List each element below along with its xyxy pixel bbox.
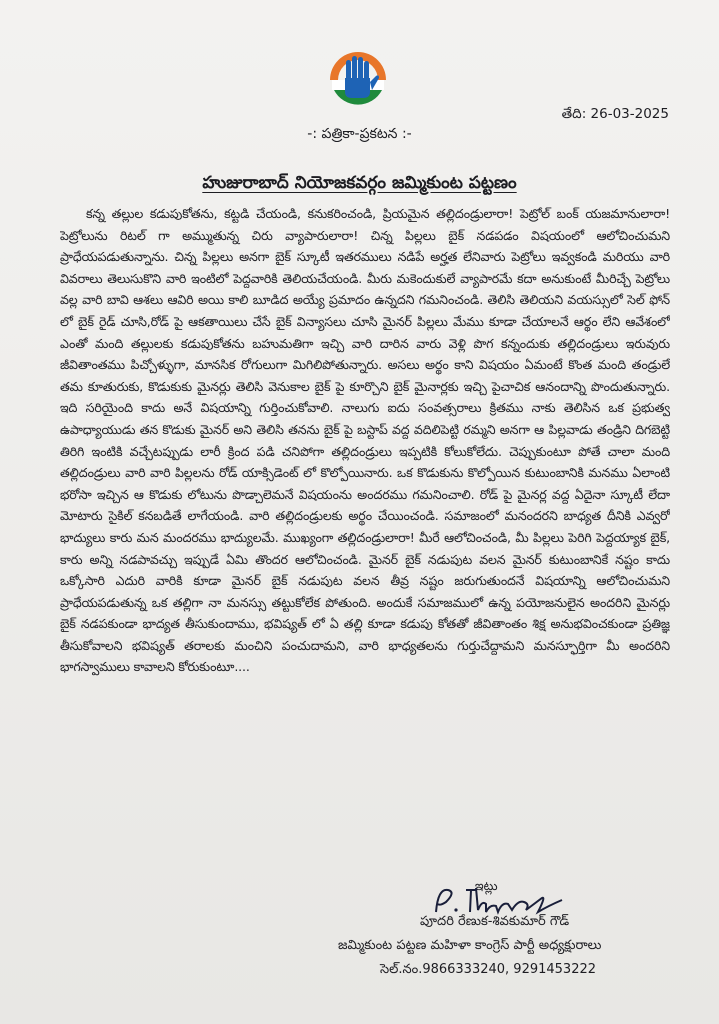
- congress-hand-logo-icon: [326, 46, 390, 110]
- subject-heading: హుజురాబాద్ నియోజకవర్గం జమ్మికుంట పట్టణం: [202, 173, 517, 193]
- signatory-phone: సెల్.నం.9866333240, 9291453222: [380, 962, 597, 977]
- press-release-heading: -: పత్రికా-ప్రకటన :-: [307, 126, 412, 142]
- signature-block: [300, 878, 680, 998]
- signatory-name: పూదరి రేణుక-శివకుమార్ గౌడ్: [420, 914, 570, 929]
- letter-body: కన్న తల్లుల కడుపుకోతను, కట్టడి చేయండి, కనుకరించండి, ప్రియమైన తల్లిదండ్రులారా! పెట్రోల్ బంక్ యజమానులారా! పెట్రోలును రిటల్ గా అమ్ముతున్న చిరు వ్యాపారులారా! చిన్న పిల్లలు బైక్ నడపడం విషయంలో ఆలోచించుమని ప్రాధేయపడుతున్నాను. చిన్న పిల్లలు అనగా బైక్ స్కూటీ ఇతరములు నడిపే అర్హత లేనివారు పెట్రోలు ఇవ్వకండి మరియు వారి వివరాలు తెలుసుకొని వారి ఇంటిలో పెద్దవారికి తెలియచేయండి. మీరు మకెందుకులే వ్యాపారమే కదా అనుకుంటే మీరిచ్చే పెట్రోలు వల్ల వారి బావి ఆశలు ఆవిరి అయి కాలి బూడిద అయ్యే ప్రమాదం ఉన్నదని గమనించండి. తెలిసి తెలియని వయస్సులో సెల్ ఫోన్ లో బైక్ రైడ్ చూసి,రోడ్ పై ఆకతాయిలు చేసే బైక్ విన్యాసలు చూసి మైనర్ పిల్లలు మేము కూడా చేయాలనే ఆర్థం లేని ఆవేశంలో ఎంతో మంది తల్లులకు కడుపుకోతను బహుమతిగా ఇచ్చి వారి దారిన వారు వెళ్లి పొగ కన్నందుకు తల్లిదండ్రులు ఇరువురు జీవితాంతము పిచ్చోళ్ళుగా, మానసిక రోగులుగా మిగిలిపోతున్నారు. అసలు అర్థం కాని విషయం ఏమంటే కొంత మంది తండ్రులే తమ కూతురుకు, కొడుకుకు మైనర్లు తెలిసి వెనుకాల బైక్ పై కూర్చొని బైక్ మైనార్లకు ఇచ్చి పైచాచిక ఆనందాన్ని పొందుతున్నారు. ఇది సరియైంది కాదు అనే విషయాన్ని గుర్తించుకోవాలి. నాలుగు ఐదు సంవత్సరాలు క్రితము నాకు తెలిసిన ఒక ప్రభుత్వ ఉపాధ్యాయుడు తన కొడుకు మైనర్ అని తెలిసి తనను బైక్ పై బస్టాప్ వద్ద వదిలిపెట్టి రమ్మని అనగా ఆ పిల్లవాడు తండ్రిని దిగబెట్టి తిరిగి ఇంటికి వచ్చేటప్పుడు లారీ క్రింద పడి చనిపోగా తల్లిదండ్రులు ఇప్పటికి కోలుకోలేదు. చెప్పుకుంటూ పోతే చాలా మంది తల్లిదండ్రులు వారి వారి పిల్లలను రోడ్ యాక్సిడెంట్ లో కొల్పోయినారు. ఒక కొడుకును కొల్పోయిన కుటుంబానికి మనము ఏలాంటి భరోసా ఇచ్చిన ఆ కొడుకు లోటును పొడ్చాలెమనే విషయంను అందరము గమనించాలి. రోడ్ పై మైనర్ల వద్ద ఏదైనా స్కూటీ లేదా మోటారు సైకిల్ కనబడితే లాగేయండి. వారి తల్లిదండ్రులకు అర్థం చేయించండి. సమాజంలో మనందరని బాధ్యత దీనికి ఎవ్వరో భాద్యులు కారు మన మందరము భాద్యులమే. ముఖ్యంగా తల్లిదండ్రులారా! మీరే ఆలోచించండి, మీ పిల్లలు పెరిగి పెద్దయ్యాక బైక్, కారు అన్ని నడపావచ్చు ఇప్పుడే ఏమి తొందర ఆలోచించండి. మైనర్ బైక్ నడుపుట వలన మైనర్ కుటుంబానికే నష్టం కాదు ఒక్కోసారి ఎదురి వారికి కూడా మైనర్ బైక్ నడుపుట వలన తీవ్ర నష్టం జరుగుతుందనే విషయాన్ని ఆలోచించుమని ప్రాధేయపడుతున్న ఒక తల్లిగా నా మనస్సు తట్టుకోలేక పోతుంది. అందుకే సమాజములో ఉన్న పయోజనులైన అందరిని మైనర్లు బైక్ నడపకుండా భాద్యత తీసుకుందాము, భవిష్యత్ లో ఏ తల్లి కూడా కడుపు కోతతో జీవితాంతం శిక్ష అనుభవించకుండా ప్రతిజ్ఞ తీసుకోవాలని భవిష్యత్ తరాలకు మంచిని పంచుదామని, వారి భాధ్యతలను గుర్తుచేద్దామని మనస్ఫూర్తిగా మీ అందరిని భాగస్వాములు కావాలని కోరుకుంటూ....: [60, 206, 670, 675]
- signatory-title: జమ్మికుంట పట్టణ మహిళా కాంగ్రెస్ పార్టీ అధ్యక్షురాలు: [338, 938, 602, 953]
- date-line: తేది: 26-03-2025: [561, 106, 669, 122]
- closing-text: ఇట్లు: [475, 878, 498, 893]
